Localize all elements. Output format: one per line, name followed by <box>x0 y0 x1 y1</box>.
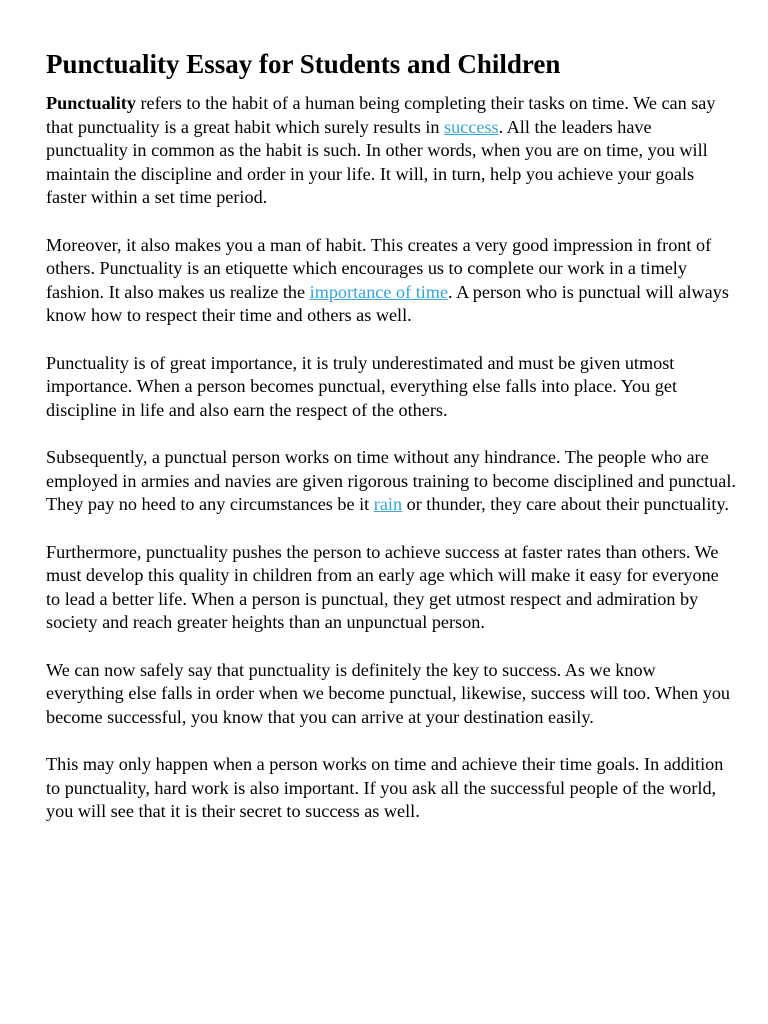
paragraph-7: This may only happen when a person works on time and achieve their time goals. In addition to punctuality, hard work is also important. If you ask all the successful people of the world, you will see that it is their secret to success as well. <box>46 754 724 821</box>
essay-document <box>46 48 736 848</box>
paragraph-2 <box>46 234 736 328</box>
paragraph-1-text-a: refers to the habit of a human being completing their tasks on time. We can say that punctuality is a great habit which surely results in <box>46 93 716 137</box>
paragraph-1 <box>46 92 736 210</box>
paragraph-1-text-b: . All the leaders have punctuality in common as the habit is such. In other words, when you are on time, you will maintain the discipline and order in your life. It will, in turn, help you achieve your goals faster within a set time period. <box>46 116 708 207</box>
essay-title: Punctuality Essay for Students and Children <box>46 49 561 79</box>
paragraph-3: Punctuality is of great importance, it is truly underestimated and must be given utmost importance. When a person becomes punctual, everything else falls into place. You get discipline in life and also earn the respect of the others. <box>46 352 677 420</box>
paragraph-2-text-a: Moreover, it also makes you a man of habit. This creates a very good impression in front of others. Punctuality is an etiquette which encourages us to complete our work in a timely fashion. It also makes us realize the <box>46 234 712 302</box>
paragraph-4-text-b: or thunder, they care about their punctuality. <box>402 494 729 514</box>
paragraph-2-text-b: . A person who is punctual will always know how to respect their time and others as well. <box>46 281 729 325</box>
link-rain[interactable]: rain <box>373 494 403 514</box>
link-success[interactable]: success <box>444 116 499 137</box>
paragraph-4-text-a: Subsequently, a punctual person works on time without any hindrance. The people who are employed in armies and navies are given rigorous training to become disciplined and punctual. They pay no heed to any circumstances be it <box>46 447 736 514</box>
paragraph-6: We can now safely say that punctuality is definitely the key to success. As we know everything else falls in order when we become punctual, likewise, success will too. When you become successful, you know that you can arrive at your destination easily. <box>46 659 731 727</box>
paragraph-5: Furthermore, punctuality pushes the person to achieve success at faster rates than others. We must develop this quality in children from an early age which will make it easy for everyone to lead a better life. When a person is punctual, they get utmost respect and admiration by society and reach greater heights than an unpunctual person. <box>46 541 719 632</box>
bold-lead-term: Punctuality <box>46 93 136 113</box>
link-importance-of-time[interactable]: importance of time <box>309 281 449 302</box>
paragraph-4 <box>46 446 736 517</box>
